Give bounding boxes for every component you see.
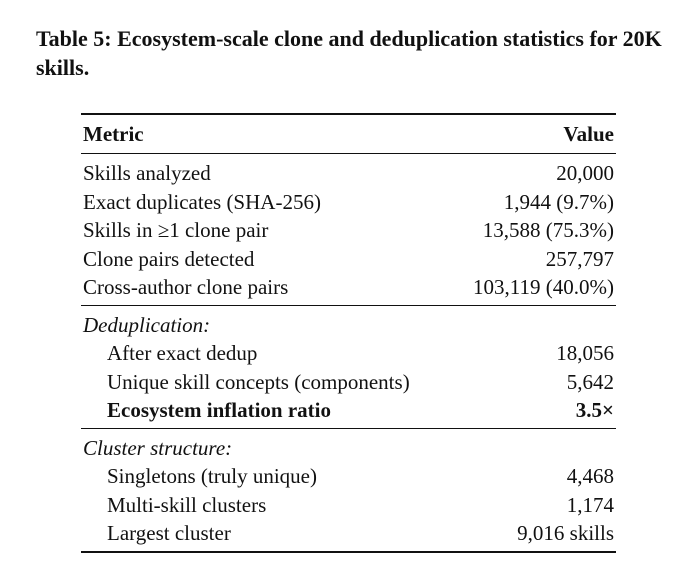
row-value: 18,056 (556, 341, 614, 365)
cluster-structure-group (81, 429, 616, 551)
table-row-highlight (81, 396, 616, 425)
row-value: 103,119 (40.0%) (473, 275, 614, 299)
row-label: Exact duplicates (SHA-256) (83, 189, 321, 214)
header-metric: Metric (83, 122, 144, 146)
table-row (81, 216, 616, 245)
table-row (81, 273, 616, 302)
row-label: Skills analyzed (83, 161, 211, 185)
row-label: Skills in ≥1 clone pair (83, 218, 269, 242)
row-label: After exact dedup (107, 341, 258, 365)
general-stats-group (81, 154, 616, 305)
row-value: 20,000 (556, 161, 614, 185)
table-row (81, 159, 616, 188)
row-value: 9,016 skills (517, 521, 614, 545)
row-value: 5,642 (566, 369, 614, 394)
section-heading-cluster (81, 434, 616, 463)
table-row (81, 368, 616, 397)
row-label: Unique skill concepts (components) (107, 369, 410, 394)
deduplication-group (81, 306, 616, 428)
table-caption: Table 5: Ecosystem-scale clone and deduplication statistics for 20K skills. (36, 26, 662, 80)
section-heading-deduplication (81, 311, 616, 340)
row-value: 4,468 (566, 464, 614, 488)
row-label: Ecosystem inflation ratio (107, 398, 331, 422)
statistics-table (81, 113, 616, 553)
table-row (81, 188, 616, 217)
row-value: 3.5× (575, 398, 614, 422)
bottom-rule (81, 551, 616, 553)
row-label: Singletons (truly unique) (107, 464, 317, 488)
table-row (81, 519, 616, 548)
row-value: 257,797 (545, 246, 614, 271)
section-title: Deduplication: (83, 312, 211, 337)
table-row (81, 245, 616, 274)
row-value: 13,588 (75.3%) (482, 218, 614, 242)
row-value: 1,944 (9.7%) (503, 189, 614, 214)
row-label: Largest cluster (107, 521, 231, 545)
row-label: Clone pairs detected (83, 246, 255, 271)
row-value: 1,174 (566, 492, 614, 517)
row-label: Cross-author clone pairs (83, 275, 289, 299)
table-row (81, 491, 616, 520)
header-value: Value (563, 122, 614, 146)
table-row (81, 462, 616, 491)
table-row (81, 339, 616, 368)
row-label: Multi-skill clusters (107, 492, 267, 517)
section-title: Cluster structure: (83, 435, 233, 460)
table-header (81, 115, 616, 153)
